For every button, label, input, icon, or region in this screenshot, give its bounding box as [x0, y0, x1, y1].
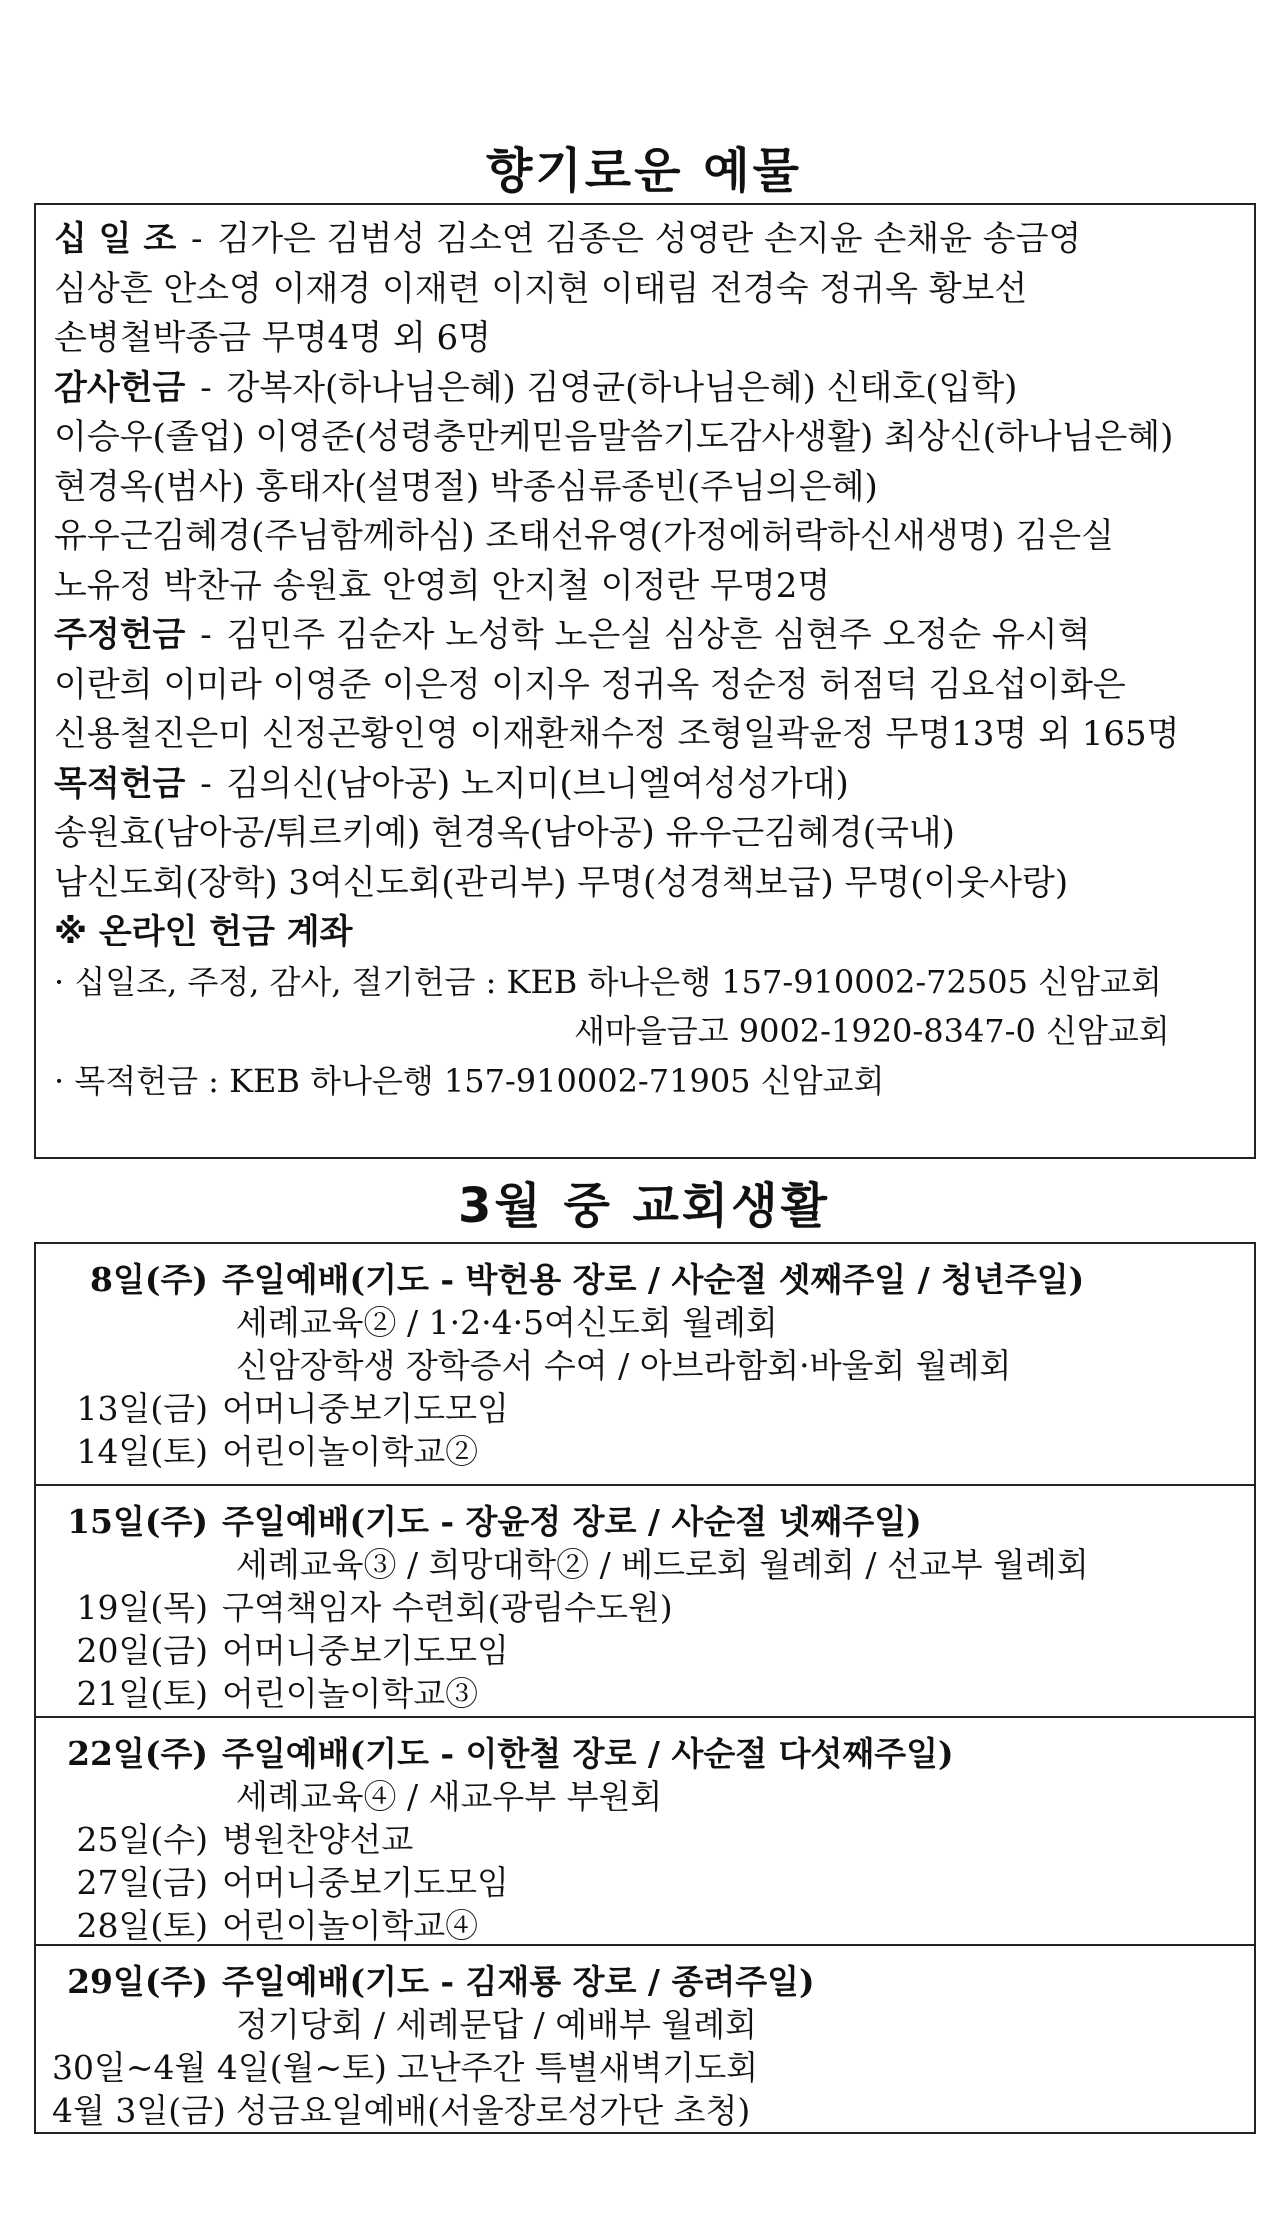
schedule-event: 어린이놀이학교② [222, 1432, 479, 1471]
schedule-date: 8일(주) [90, 1260, 208, 1299]
schedule-row [52, 1586, 1254, 1629]
online-account-line-1: · 십일조, 주정, 감사, 절기헌금 : KEB 하나은행 157-910002-72505 신암교회 [54, 962, 1162, 1001]
purpose-line-2: 송원효(남아공/튀르키예) 현경옥(남아공) 유우근김혜경(국내) [54, 813, 955, 853]
dash: - [200, 615, 212, 655]
thanks-line-5: 노유정 박찬규 송원효 안영희 안지철 이정란 무명2명 [54, 565, 831, 606]
weekly-line-2: 이란희 이미라 이영준 이은정 이지우 정귀옥 정순정 허점덕 김요섭이화은 [54, 664, 1126, 705]
schedule-event: 병원찬양선교 [222, 1820, 414, 1859]
schedule-row [52, 1861, 1254, 1904]
schedule-row [52, 2046, 1254, 2089]
schedule-row [52, 1960, 1254, 2003]
schedule-row [52, 1629, 1254, 1672]
schedule-event: 주일예배(기도 - 이한철 장로 / 사순절 다섯째주일) [222, 1734, 954, 1773]
schedule-title: 3월 중 교회생활 [457, 1178, 831, 1234]
schedule-week-3 [34, 1716, 1256, 1946]
schedule-event: 어린이놀이학교④ [222, 1906, 479, 1945]
schedule-event: 어머니중보기도모임 [222, 1389, 509, 1428]
schedule-row [52, 1301, 1254, 1344]
schedule-event: 어머니중보기도모임 [222, 1631, 509, 1670]
schedule-event: 주일예배(기도 - 김재룡 장로 / 종려주일) [222, 1962, 815, 2001]
weekly-line-3: 신용철진은미 신정곤황인영 이재환채수정 조형일곽윤정 무명13명 외 165명 [54, 714, 1180, 754]
schedule-date: 27일(금) [76, 1863, 208, 1902]
schedule-row [52, 2089, 1254, 2132]
schedule-event: 어머니중보기도모임 [222, 1863, 509, 1902]
thanks-line-4: 유우근김혜경(주님함께하심) 조태선유영(가정에허락하신새생명) 김은실 [54, 516, 1114, 556]
schedule-event: 어린이놀이학교③ [222, 1674, 479, 1713]
schedule-row [52, 2003, 1254, 2046]
schedule-event: 성금요일예배(서울장로성가단 초청) [235, 2091, 751, 2130]
schedule-event: 신암장학생 장학증서 수여 / 아브라함회·바울회 월례회 [236, 1346, 1012, 1385]
tithe-line-3: 손병철박종금 무명4명 외 6명 [54, 318, 491, 358]
online-account-line-3: · 목적헌금 : KEB 하나은행 157-910002-71905 신암교회 [54, 1061, 885, 1100]
schedule-date: 30일~4월 4일(월~토) [52, 2048, 387, 2087]
schedule-date: 22일(주) [67, 1734, 208, 1773]
purpose-line-3: 남신도회(장학) 3여신도회(관리부) 무명(성경책보급) 무명(이웃사랑) [54, 862, 1069, 903]
schedule-date: 25일(수) [76, 1820, 208, 1859]
schedule-week-4 [34, 1944, 1256, 2134]
dash: - [200, 367, 212, 408]
online-account-title: ※ 온라인 헌금 계좌 [54, 912, 353, 952]
offerings-box [34, 203, 1256, 1159]
weekly-label: 주정헌금 [54, 615, 186, 655]
purpose-line-1 [54, 760, 1236, 810]
schedule-date: 13일(금) [76, 1389, 208, 1428]
schedule-row [52, 1543, 1254, 1586]
schedule-row [52, 1672, 1254, 1715]
schedule-row [52, 1732, 1254, 1775]
schedule-event: 세례교육④ / 새교우부 부원회 [236, 1777, 663, 1816]
tithe-line-2: 심상흔 안소영 이재경 이재련 이지현 이태림 전경숙 정귀옥 황보선 [54, 268, 1028, 309]
weekly-names: 김민주 김순자 노성학 노은실 심상흔 심현주 오정순 유시혁 [226, 615, 1091, 655]
online-account-line-2: 새마을금고 9002-1920-8347-0 신암교회 [574, 1012, 1170, 1050]
dash: - [200, 763, 212, 804]
schedule-row [52, 1775, 1254, 1818]
schedule-event: 고난주간 특별새벽기도회 [396, 2048, 759, 2087]
schedule-event: 세례교육② / 1·2·4·5여신도회 월례회 [236, 1303, 778, 1342]
schedule-date: 29일(주) [67, 1962, 208, 2001]
schedule-date: 15일(주) [67, 1502, 208, 1541]
thanks-line-3: 현경옥(범사) 홍태자(설명절) 박종심류종빈(주님의은혜) [54, 466, 878, 507]
tithe-label: 십 일 조 [54, 219, 177, 259]
offerings-title: 향기로운 예물 [486, 143, 802, 199]
schedule-row [52, 1818, 1254, 1861]
schedule-row [52, 1430, 1254, 1473]
schedule-date: 4월 3일(금) [52, 2091, 226, 2130]
schedule-row [52, 1344, 1254, 1387]
thanks-names: 강복자(하나님은혜) 김영균(하나님은혜) 신태호(입학) [226, 367, 1018, 408]
schedule-week-1 [34, 1242, 1256, 1486]
purpose-names: 김의신(남아공) 노지미(브니엘여성성가대) [226, 763, 849, 804]
schedule-row [52, 1387, 1254, 1430]
purpose-label: 목적헌금 [54, 763, 186, 804]
schedule-event: 주일예배(기도 - 박헌용 장로 / 사순절 셋째주일 / 청년주일) [222, 1260, 1085, 1299]
schedule-row [52, 1258, 1254, 1301]
tithe-line-1 [54, 215, 1236, 265]
schedule-date: 20일(금) [76, 1631, 208, 1670]
schedule-event: 세례교육③ / 희망대학② / 베드로회 월례회 / 선교부 월례회 [236, 1545, 1089, 1584]
weekly-line-1 [54, 611, 1236, 661]
schedule-week-2 [34, 1484, 1256, 1718]
schedule-event: 구역책임자 수련회(광림수도원) [222, 1588, 673, 1627]
thanks-label: 감사헌금 [54, 367, 186, 408]
tithe-names: 김가은 김범성 김소연 김종은 성영란 손지윤 손채윤 송금영 [217, 219, 1082, 259]
thanks-line-1 [54, 364, 1236, 414]
schedule-date: 19일(목) [76, 1588, 208, 1627]
thanks-line-2: 이승우(졸업) 이영준(성령충만케믿음말씀기도감사생활) 최상신(하나님은혜) [54, 417, 1174, 457]
schedule-row [52, 1904, 1254, 1947]
schedule-event: 주일예배(기도 - 장윤정 장로 / 사순절 넷째주일) [222, 1502, 922, 1541]
dash: - [191, 219, 203, 259]
schedule-row [52, 1500, 1254, 1543]
schedule-date: 21일(토) [76, 1674, 208, 1713]
schedule-event: 정기당회 / 세례문답 / 예배부 월례회 [236, 2005, 757, 2044]
schedule-date: 14일(토) [76, 1432, 208, 1471]
schedule-date: 28일(토) [76, 1906, 208, 1945]
